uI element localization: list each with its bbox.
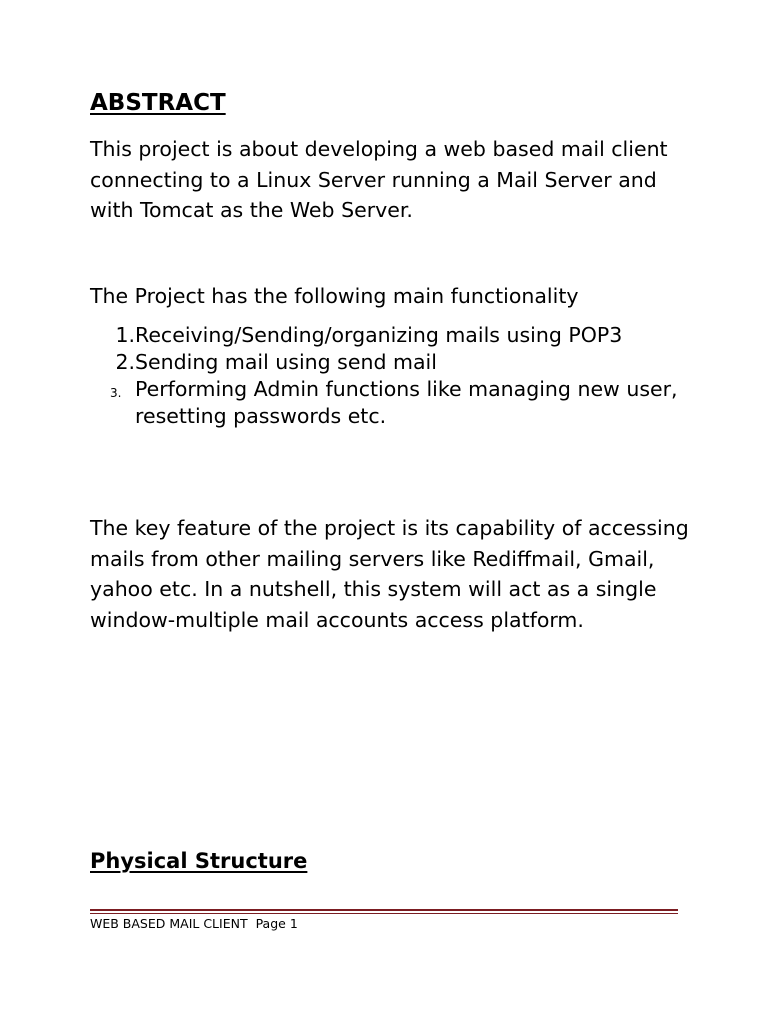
footer-divider-top [90, 909, 678, 911]
list-item-number: 2. [115, 350, 135, 374]
footer-divider-bottom [90, 913, 678, 914]
list-item-number: 1. [115, 323, 135, 347]
list-item-text: Performing Admin functions like managing new user, resetting passwords etc. [135, 377, 678, 428]
footer-page-number: Page 1 [255, 916, 298, 931]
key-feature-paragraph: The key feature of the project is its capability of accessing mails from other mailing servers like Rediffmail, Gmail, yahoo etc. In a nutshell, this system will act as a single window-multiple mail accounts access platform. [90, 516, 689, 632]
list-item [90, 322, 690, 349]
abstract-heading: ABSTRACT [90, 90, 226, 116]
list-item-text: Sending mail using send mail [135, 350, 437, 374]
physical-structure-heading: Physical Structure [90, 849, 308, 873]
list-item-text: Receiving/Sending/organizing mails using POP3 [135, 323, 623, 347]
functionality-lead-paragraph: The Project has the following main functionality [90, 284, 579, 308]
list-item-number: 3. [110, 386, 122, 400]
list-item [90, 349, 690, 376]
page-footer [90, 916, 298, 932]
functionality-list [90, 322, 690, 430]
footer-title: WEB BASED MAIL CLIENT [90, 916, 248, 931]
intro-paragraph: This project is about developing a web based mail client connecting to a Linux Server running a Mail Server and with Tomcat as the Web Server. [90, 137, 668, 222]
list-item [90, 376, 690, 430]
